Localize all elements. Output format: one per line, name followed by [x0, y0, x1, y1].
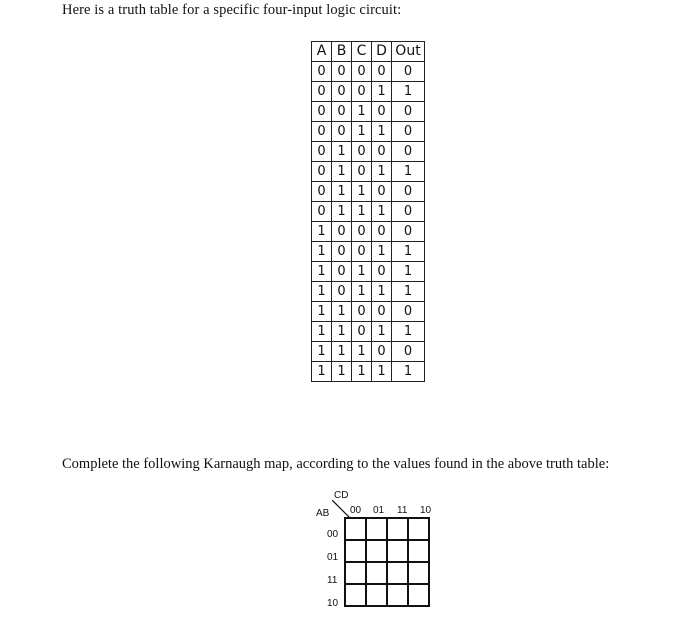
truth-table-input-cell: 1: [352, 102, 372, 122]
truth-table-input-cell: 1: [312, 302, 332, 322]
truth-table-input-cell: 1: [332, 302, 352, 322]
truth-table-input-cell: 0: [312, 82, 332, 102]
truth-table-input-cell: 1: [372, 122, 392, 142]
kmap-cell[interactable]: [408, 518, 429, 540]
kmap-col-label: 10: [420, 505, 432, 516]
kmap-cell[interactable]: [408, 584, 429, 606]
truth-table-row: [312, 162, 425, 182]
header-c: C: [352, 42, 372, 62]
truth-table-row: [312, 122, 425, 142]
truth-table-row: [312, 202, 425, 222]
truth-table-input-cell: 1: [352, 342, 372, 362]
truth-table-row: [312, 142, 425, 162]
truth-table-input-cell: 1: [372, 322, 392, 342]
truth-table-input-cell: 1: [372, 362, 392, 382]
truth-table-output-cell: 0: [392, 102, 425, 122]
truth-table: [311, 41, 425, 382]
truth-table-input-cell: 1: [312, 362, 332, 382]
question-text: Complete the following Karnaugh map, according to the values found in the above truth table:: [62, 456, 610, 472]
truth-table-input-cell: 1: [372, 162, 392, 182]
truth-table-row: [312, 282, 425, 302]
truth-table-input-cell: 1: [352, 202, 372, 222]
header-b: B: [332, 42, 352, 62]
kmap-row-label: 00: [327, 529, 339, 540]
truth-table-input-cell: 1: [352, 282, 372, 302]
truth-table-input-cell: 1: [312, 342, 332, 362]
truth-table-output-cell: 0: [392, 122, 425, 142]
kmap-col-label: 11: [397, 505, 408, 516]
truth-table-input-cell: 0: [372, 62, 392, 82]
truth-table-output-cell: 0: [392, 342, 425, 362]
truth-table-header-row: [312, 42, 425, 62]
truth-table-row: [312, 222, 425, 242]
kmap-row: [345, 518, 429, 540]
truth-table-row: [312, 342, 425, 362]
kmap-row-label: 01: [327, 552, 339, 563]
kmap-cell[interactable]: [387, 562, 408, 584]
truth-table-row: [312, 102, 425, 122]
kmap-cell[interactable]: [345, 540, 366, 562]
truth-table-input-cell: 1: [332, 202, 352, 222]
truth-table-input-cell: 1: [332, 342, 352, 362]
truth-table-input-cell: 0: [352, 82, 372, 102]
kmap-grid: [344, 517, 430, 607]
truth-table-row: [312, 322, 425, 342]
truth-table-input-cell: 0: [312, 142, 332, 162]
truth-table-input-cell: 1: [332, 322, 352, 342]
truth-table-input-cell: 0: [332, 122, 352, 142]
kmap-col-label: 01: [373, 505, 385, 516]
truth-table-input-cell: 0: [312, 202, 332, 222]
truth-table-row: [312, 62, 425, 82]
kmap-col-label: 00: [350, 505, 362, 516]
truth-table-input-cell: 0: [312, 102, 332, 122]
truth-table-input-cell: 1: [352, 362, 372, 382]
intro-text: Here is a truth table for a specific four-input logic circuit:: [62, 2, 402, 18]
truth-table-row: [312, 262, 425, 282]
truth-table-output-cell: 1: [392, 162, 425, 182]
truth-table-input-cell: 0: [352, 322, 372, 342]
truth-table-input-cell: 1: [312, 242, 332, 262]
truth-table-input-cell: 0: [352, 142, 372, 162]
kmap-corner-diagonal: [332, 500, 350, 518]
truth-table-input-cell: 0: [332, 222, 352, 242]
truth-table-input-cell: 0: [372, 182, 392, 202]
truth-table-input-cell: 0: [352, 302, 372, 322]
truth-table-input-cell: 0: [372, 342, 392, 362]
truth-table-input-cell: 0: [332, 62, 352, 82]
truth-table-input-cell: 1: [332, 182, 352, 202]
kmap-cell[interactable]: [366, 540, 387, 562]
truth-table-input-cell: 1: [312, 282, 332, 302]
kmap-row: [345, 584, 429, 606]
kmap-cell[interactable]: [387, 540, 408, 562]
truth-table-input-cell: 1: [332, 362, 352, 382]
kmap-cell[interactable]: [408, 562, 429, 584]
kmap-cell[interactable]: [366, 518, 387, 540]
kmap-row-variable: AB: [316, 508, 330, 519]
truth-table-input-cell: 1: [352, 182, 372, 202]
truth-table-output-cell: 1: [392, 362, 425, 382]
truth-table-output-cell: 1: [392, 282, 425, 302]
truth-table-input-cell: 1: [372, 82, 392, 102]
truth-table-output-cell: 0: [392, 302, 425, 322]
kmap-cell[interactable]: [366, 562, 387, 584]
truth-table-input-cell: 1: [372, 242, 392, 262]
header-out: Out: [392, 42, 425, 62]
truth-table-output-cell: 0: [392, 182, 425, 202]
truth-table-row: [312, 182, 425, 202]
truth-table-input-cell: 0: [332, 82, 352, 102]
truth-table-input-cell: 0: [332, 282, 352, 302]
truth-table-input-cell: 0: [352, 222, 372, 242]
kmap-cell[interactable]: [387, 584, 408, 606]
truth-table-row: [312, 362, 425, 382]
kmap-col-variable: CD: [334, 490, 349, 501]
header-a: A: [312, 42, 332, 62]
kmap-row: [345, 540, 429, 562]
kmap-cell[interactable]: [366, 584, 387, 606]
truth-table-input-cell: 1: [312, 322, 332, 342]
truth-table-output-cell: 1: [392, 82, 425, 102]
truth-table-input-cell: 0: [332, 262, 352, 282]
truth-table-input-cell: 0: [312, 182, 332, 202]
truth-table-output-cell: 1: [392, 262, 425, 282]
kmap-cell[interactable]: [408, 540, 429, 562]
kmap-row-label: 11: [327, 575, 338, 586]
truth-table-output-cell: 0: [392, 62, 425, 82]
truth-table-output-cell: 1: [392, 322, 425, 342]
truth-table-row: [312, 302, 425, 322]
truth-table-input-cell: 1: [312, 222, 332, 242]
truth-table-input-cell: 1: [372, 282, 392, 302]
truth-table-output-cell: 0: [392, 142, 425, 162]
truth-table-input-cell: 0: [312, 162, 332, 182]
truth-table-input-cell: 0: [312, 62, 332, 82]
truth-table-input-cell: 0: [372, 262, 392, 282]
truth-table-input-cell: 0: [372, 142, 392, 162]
truth-table-output-cell: 0: [392, 202, 425, 222]
kmap-cell[interactable]: [345, 562, 366, 584]
truth-table-output-cell: 0: [392, 222, 425, 242]
kmap-cell[interactable]: [345, 518, 366, 540]
truth-table-input-cell: 0: [372, 302, 392, 322]
kmap-row-label: 10: [327, 598, 339, 609]
header-d: D: [372, 42, 392, 62]
truth-table-input-cell: 0: [372, 102, 392, 122]
truth-table-input-cell: 0: [372, 222, 392, 242]
truth-table-input-cell: 0: [332, 102, 352, 122]
kmap-cell[interactable]: [345, 584, 366, 606]
truth-table-input-cell: 1: [352, 122, 372, 142]
truth-table-output-cell: 1: [392, 242, 425, 262]
truth-table-row: [312, 82, 425, 102]
truth-table-input-cell: 0: [352, 62, 372, 82]
truth-table-input-cell: 1: [332, 142, 352, 162]
truth-table-input-cell: 0: [312, 122, 332, 142]
truth-table-input-cell: 1: [332, 162, 352, 182]
truth-table-body: [312, 62, 425, 382]
truth-table-input-cell: 1: [372, 202, 392, 222]
truth-table-row: [312, 242, 425, 262]
kmap-row: [345, 562, 429, 584]
truth-table-input-cell: 1: [352, 262, 372, 282]
truth-table-input-cell: 1: [312, 262, 332, 282]
truth-table-input-cell: 0: [332, 242, 352, 262]
kmap-cell[interactable]: [387, 518, 408, 540]
truth-table-input-cell: 0: [352, 242, 372, 262]
truth-table-input-cell: 0: [352, 162, 372, 182]
